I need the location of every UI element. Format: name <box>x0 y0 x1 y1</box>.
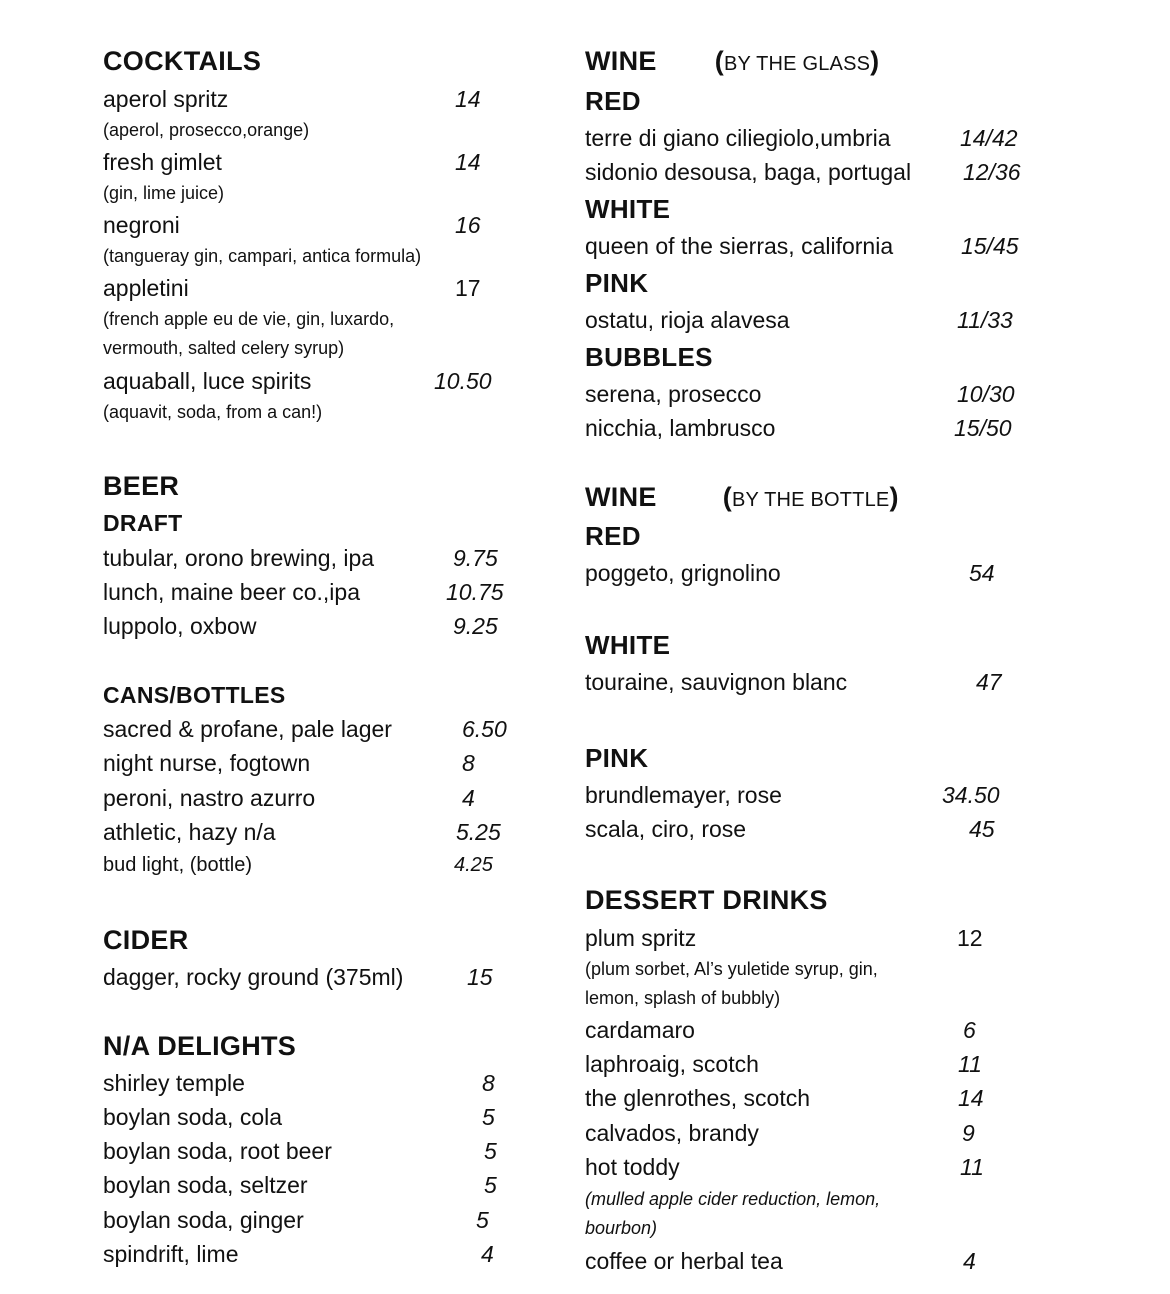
menu-item-price: 8 <box>462 750 475 776</box>
menu-item-name: nicchia, lambrusco <box>585 415 776 441</box>
wine-glass-paren-close: ) <box>870 46 880 76</box>
menu-item-price: 4.25 <box>454 854 493 876</box>
dessert-drinks-heading: DESSERT DRINKS <box>585 885 828 915</box>
menu-item-price: 5 <box>484 1172 497 1198</box>
menu-item-name: dagger, rocky ground (375ml) <box>103 964 404 990</box>
red-glass-subheading: RED <box>585 86 641 116</box>
wine-bottle-title: WINE <box>585 482 657 512</box>
menu-item-name: boylan soda, cola <box>103 1104 283 1130</box>
menu-item-description: lemon, splash of bubbly) <box>585 988 781 1008</box>
menu-item-description: (aperol, prosecco,orange) <box>103 120 310 140</box>
menu-item-name: the glenrothes, scotch <box>585 1085 811 1111</box>
menu-item-price: 11/33 <box>957 307 1013 333</box>
menu-item-name: aquaball, luce spirits <box>103 368 312 394</box>
menu-item-description: bourbon) <box>585 1218 658 1238</box>
menu-item-name: boylan soda, ginger <box>103 1207 304 1233</box>
menu-item-name: hot toddy <box>585 1154 680 1180</box>
menu-item-name: fresh gimlet <box>103 149 222 175</box>
menu-item-price: 14 <box>958 1085 984 1111</box>
menu-item-name: serena, prosecco <box>585 381 762 407</box>
menu-item-price: 14 <box>455 86 481 112</box>
menu-item-price: 10/30 <box>957 381 1015 407</box>
menu-item-price: 11 <box>960 1154 984 1180</box>
menu-item-price: 4 <box>462 785 475 811</box>
menu-item-description: (gin, lime juice) <box>103 183 225 203</box>
white-glass-subheading: WHITE <box>585 194 671 224</box>
menu-item-name: sacred & profane, pale lager <box>103 716 392 742</box>
menu-item-name: negroni <box>103 212 180 238</box>
menu-item-price: 17 <box>455 275 481 301</box>
menu-item-price: 8 <box>482 1070 495 1096</box>
wine-bottle-subtitle: BY THE BOTTLE <box>732 489 890 511</box>
menu-item-name: queen of the sierras, california <box>585 233 894 259</box>
menu-item-name: aperol spritz <box>103 86 229 112</box>
menu-item-name: brundlemayer, rose <box>585 782 782 808</box>
menu-item-name: athletic, hazy n/a <box>103 819 276 845</box>
menu-item-name: touraine, sauvignon blanc <box>585 669 848 695</box>
beer-heading: BEER <box>103 471 180 501</box>
menu-item-name: ostatu, rioja alavesa <box>585 307 790 333</box>
menu-item-name: boylan soda, seltzer <box>103 1172 308 1198</box>
menu-item-price: 54 <box>969 560 995 586</box>
wine-glass-subtitle: BY THE GLASS <box>724 53 871 75</box>
na-delights-heading: N/A DELIGHTS <box>103 1031 297 1061</box>
white-bottle-subheading: WHITE <box>585 630 671 660</box>
menu-item-description: vermouth, salted celery syrup) <box>103 338 345 358</box>
menu-item-name: boylan soda, root beer <box>103 1138 332 1164</box>
menu-item-name: scala, ciro, rose <box>585 816 747 842</box>
menu-item-price: 5 <box>476 1207 489 1233</box>
menu-item-price: 47 <box>976 669 1002 695</box>
menu-item-price: 16 <box>455 212 481 238</box>
menu-item-price: 5.25 <box>456 819 501 845</box>
menu-item-description: (mulled apple cider reduction, lemon, <box>585 1189 881 1209</box>
wine-glass-title: WINE <box>585 46 657 76</box>
menu-item-price: 12/36 <box>963 159 1021 185</box>
menu-item-price: 12 <box>957 925 983 951</box>
cocktails-heading: COCKTAILS <box>103 46 262 76</box>
menu-item-price: 45 <box>969 816 995 842</box>
wine-bottle-heading <box>585 484 899 511</box>
menu-item-description: (aquavit, soda, from a can!) <box>103 402 323 422</box>
wine-bottle-paren-open: ( <box>722 482 732 512</box>
wine-bottle-paren-close: ) <box>889 482 899 512</box>
menu-item-name: plum spritz <box>585 925 697 951</box>
menu-item-price: 10.50 <box>434 368 492 394</box>
menu-item-price: 5 <box>484 1138 497 1164</box>
menu-item-price: 15 <box>467 964 493 990</box>
menu-item-name: appletini <box>103 275 189 301</box>
menu-item-name: terre di giano ciliegiolo,umbria <box>585 125 891 151</box>
pink-bottle-subheading: PINK <box>585 743 649 773</box>
menu-item-name: poggeto, grignolino <box>585 560 781 586</box>
menu-item-price: 34.50 <box>942 782 1000 808</box>
menu-item-price: 6 <box>963 1017 976 1043</box>
menu-item-price: 15/50 <box>954 415 1012 441</box>
red-bottle-subheading: RED <box>585 521 641 551</box>
menu-item-name: cardamaro <box>585 1017 695 1043</box>
menu-item-description: (plum sorbet, Al’s yuletide syrup, gin, <box>585 959 878 979</box>
menu-item-price: 15/45 <box>961 233 1019 259</box>
cider-heading: CIDER <box>103 925 189 955</box>
menu-item-name: night nurse, fogtown <box>103 750 311 776</box>
menu-item-price: 11 <box>958 1051 982 1077</box>
menu-item-description: (tangueray gin, campari, antica formula) <box>103 246 422 266</box>
menu-item-price: 9 <box>962 1120 975 1146</box>
menu-item-price: 9.75 <box>453 545 498 571</box>
menu-item-name: shirley temple <box>103 1070 245 1096</box>
wine-glass-paren-open: ( <box>714 46 724 76</box>
menu-item-name: tubular, orono brewing, ipa <box>103 545 375 571</box>
pink-glass-subheading: PINK <box>585 268 649 298</box>
menu-item-name: bud light, (bottle) <box>103 854 252 876</box>
menu-item-name: spindrift, lime <box>103 1241 239 1267</box>
menu-item-price: 10.75 <box>446 579 504 605</box>
menu-item-name: coffee or herbal tea <box>585 1248 783 1274</box>
menu-item-price: 5 <box>482 1104 495 1130</box>
menu-item-price: 6.50 <box>462 716 507 742</box>
cans-bottles-subheading: CANS/BOTTLES <box>103 682 286 708</box>
menu-item-price: 14/42 <box>960 125 1018 151</box>
menu-item-price: 14 <box>455 149 481 175</box>
menu-item-name: luppolo, oxbow <box>103 613 257 639</box>
menu-item-price: 4 <box>963 1248 976 1274</box>
menu-item-price: 4 <box>481 1241 494 1267</box>
bubbles-glass-subheading: BUBBLES <box>585 342 713 372</box>
menu-item-description: (french apple eu de vie, gin, luxardo, <box>103 309 395 329</box>
menu-item-name: sidonio desousa, baga, portugal <box>585 159 912 185</box>
menu-item-name: peroni, nastro azurro <box>103 785 316 811</box>
menu-item-name: calvados, brandy <box>585 1120 759 1146</box>
menu-item-price: 9.25 <box>453 613 498 639</box>
draft-subheading: DRAFT <box>103 510 183 536</box>
menu-item-name: lunch, maine beer co.,ipa <box>103 579 360 605</box>
wine-glass-heading <box>585 48 879 75</box>
menu-item-name: laphroaig, scotch <box>585 1051 759 1077</box>
